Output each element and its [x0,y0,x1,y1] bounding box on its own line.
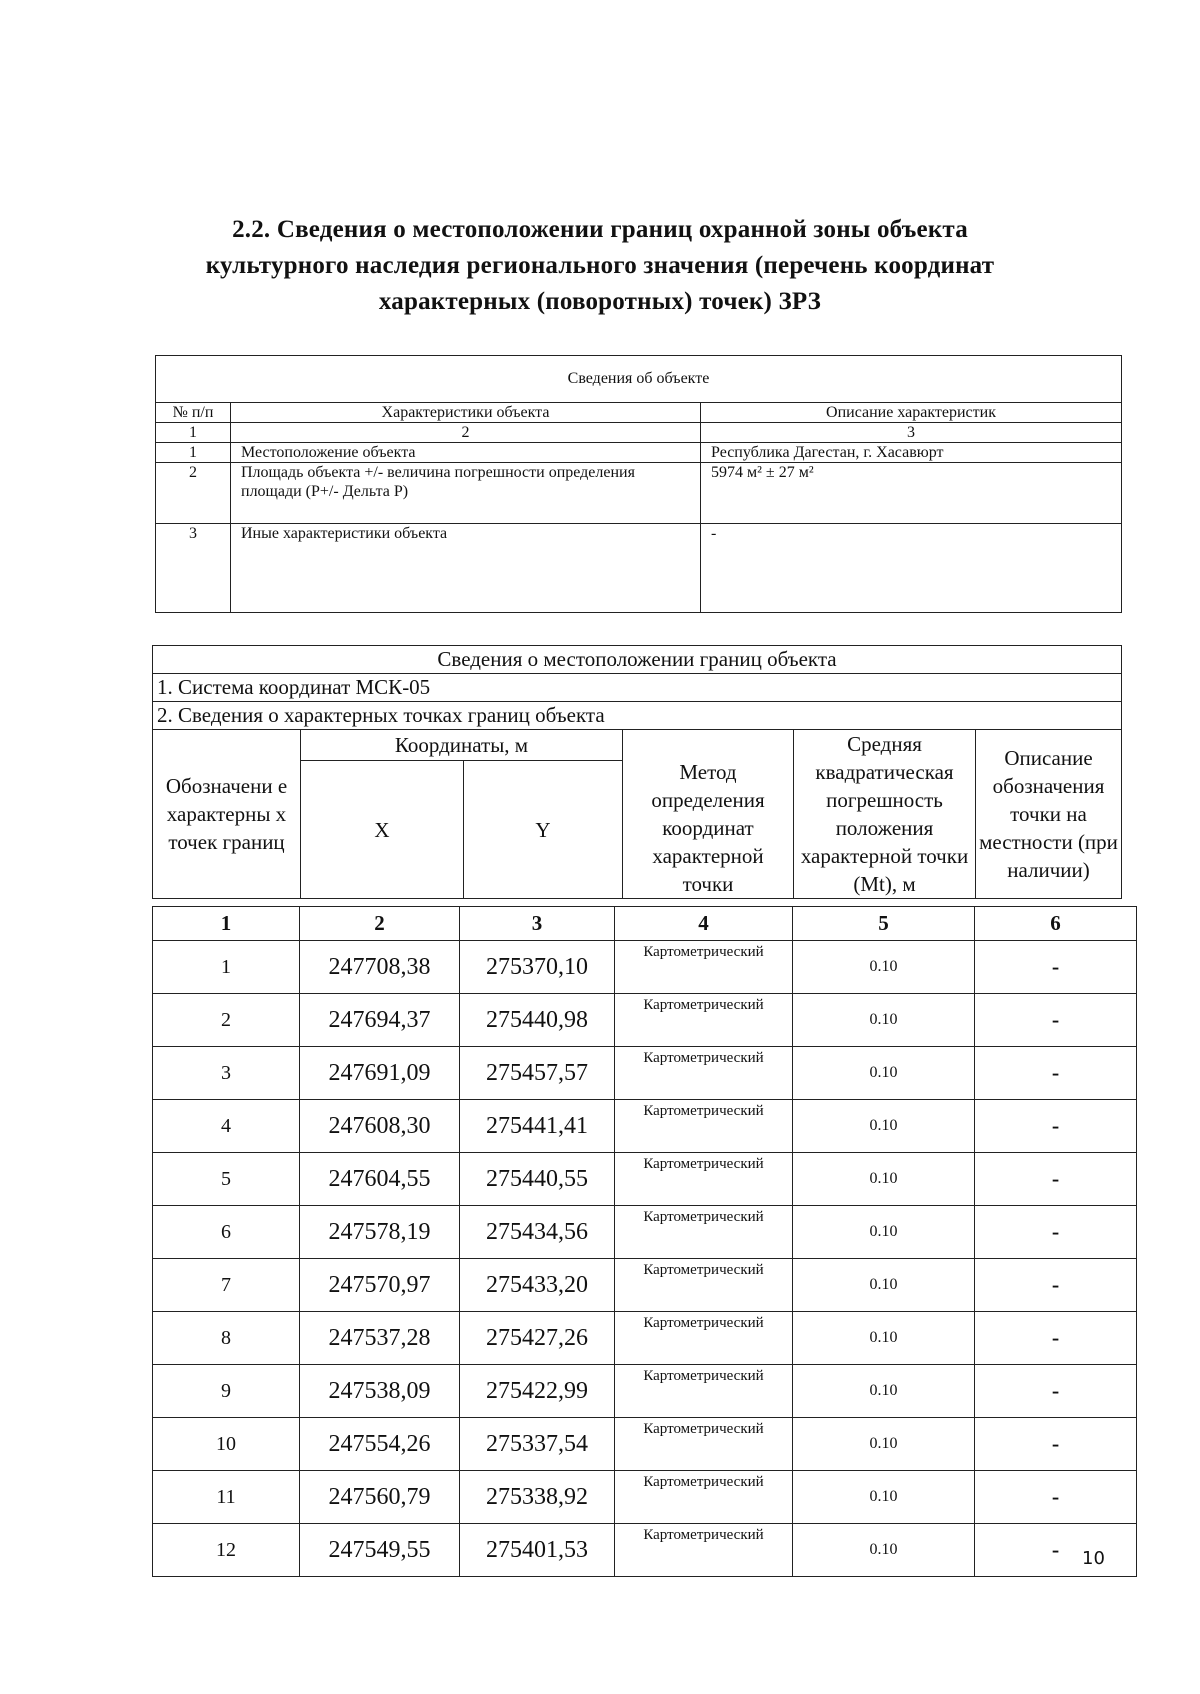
header-designation: Обозначени е характерны х точек границ [153,730,301,899]
col-index: 2 [231,423,701,443]
object-info-heading: Сведения об объекте [156,356,1122,403]
object-info-row [156,443,1122,463]
col-number: 2 [300,907,460,941]
header-method: Метод определения координат характерной точки [623,730,794,899]
method: Картометрический [615,941,793,994]
col-number: 5 [793,907,975,941]
header-error: Средняя квадратическая погрешность положения характерной точки (Mt), м [794,730,976,899]
col-number: 3 [460,907,615,941]
error: 0.10 [793,1365,975,1418]
point-number: 9 [153,1365,300,1418]
row-desc: - [701,524,1122,613]
page-number: 10 [1082,1548,1105,1569]
title-line-1: 2.2. Сведения о местоположении границ охранной зоны объекта [232,216,968,243]
coord-y: 275440,98 [460,994,615,1047]
point-number: 8 [153,1312,300,1365]
table-row [153,994,1137,1047]
method: Картометрический [615,1100,793,1153]
row-num: 1 [156,443,231,463]
method: Картометрический [615,1206,793,1259]
coord-y: 275433,20 [460,1259,615,1312]
points-table [152,906,1137,1577]
point-number: 5 [153,1153,300,1206]
error: 0.10 [793,1524,975,1577]
table-row [153,1047,1137,1100]
table-row [153,1206,1137,1259]
col-index: 3 [701,423,1122,443]
header-y: Y [464,761,623,899]
row-desc: Республика Дагестан, г. Хасавюрт [701,443,1122,463]
coord-y: 275440,55 [460,1153,615,1206]
coord-x: 247554,26 [300,1418,460,1471]
point-number: 6 [153,1206,300,1259]
method: Картометрический [615,994,793,1047]
coord-x: 247549,55 [300,1524,460,1577]
error: 0.10 [793,1153,975,1206]
coord-x: 247560,79 [300,1471,460,1524]
description: - [975,1418,1137,1471]
table-row [153,1418,1137,1471]
method: Картометрический [615,1047,793,1100]
col-desc-header: Описание характеристик [701,403,1122,423]
point-number: 11 [153,1471,300,1524]
point-number: 7 [153,1259,300,1312]
coord-y: 275338,92 [460,1471,615,1524]
table-row [153,941,1137,994]
title-line-2: культурного наследия регионального значения (перечень координат [205,252,995,279]
title-line-3: характерных (поворотных) точек) ЗРЗ [378,288,822,315]
object-info-row [156,463,1122,524]
point-number: 1 [153,941,300,994]
coord-y: 275434,56 [460,1206,615,1259]
coord-x: 247537,28 [300,1312,460,1365]
method: Картометрический [615,1312,793,1365]
point-number: 10 [153,1418,300,1471]
method: Картометрический [615,1524,793,1577]
error: 0.10 [793,1418,975,1471]
method: Картометрический [615,1153,793,1206]
method: Картометрический [615,1365,793,1418]
coord-x: 247578,19 [300,1206,460,1259]
row-desc: 5974 м² ± 27 м² [701,463,1122,524]
object-info-table [155,355,1122,613]
coord-x: 247694,37 [300,994,460,1047]
col-num-header: № п/п [156,403,231,423]
col-index: 1 [156,423,231,443]
document-title [150,212,1050,320]
method: Картометрический [615,1471,793,1524]
error: 0.10 [793,994,975,1047]
method: Картометрический [615,1418,793,1471]
boundaries-heading: Сведения о местоположении границ объекта [153,646,1122,674]
error: 0.10 [793,1259,975,1312]
row-num: 3 [156,524,231,613]
coord-x: 247570,97 [300,1259,460,1312]
description: - [975,1312,1137,1365]
coord-x: 247608,30 [300,1100,460,1153]
description: - [975,1524,1137,1577]
description: - [975,994,1137,1047]
object-info-row [156,524,1122,613]
col-number: 6 [975,907,1137,941]
error: 0.10 [793,1312,975,1365]
coord-y: 275337,54 [460,1418,615,1471]
row-char: Иные характеристики объекта [231,524,701,613]
coord-x: 247604,55 [300,1153,460,1206]
coord-x: 247538,09 [300,1365,460,1418]
coord-y: 275427,26 [460,1312,615,1365]
table-row [153,1259,1137,1312]
error: 0.10 [793,1206,975,1259]
description: - [975,1259,1137,1312]
point-number: 2 [153,994,300,1047]
header-description: Описание обозначения точки на местности (при наличии) [976,730,1122,899]
header-coords: Координаты, м [301,730,623,761]
description: - [975,1100,1137,1153]
table-row [153,1365,1137,1418]
error: 0.10 [793,1471,975,1524]
coordinate-system: 1. Система координат МСК-05 [153,674,1122,702]
error: 0.10 [793,1047,975,1100]
col-char-header: Характеристики объекта [231,403,701,423]
description: - [975,1047,1137,1100]
row-char: Площадь объекта +/- величина погрешности определения площади (P+/- Дельта P) [231,463,701,524]
coord-x: 247691,09 [300,1047,460,1100]
table-row [153,1153,1137,1206]
coord-y: 275441,41 [460,1100,615,1153]
error: 0.10 [793,941,975,994]
description: - [975,1153,1137,1206]
row-char: Местоположение объекта [231,443,701,463]
row-num: 2 [156,463,231,524]
coord-x: 247708,38 [300,941,460,994]
boundary-header-table [152,645,1122,899]
points-heading: 2. Сведения о характерных точках границ объекта [153,702,1122,730]
description: - [975,1365,1137,1418]
table-row [153,1100,1137,1153]
point-number: 3 [153,1047,300,1100]
error: 0.10 [793,1100,975,1153]
point-number: 4 [153,1100,300,1153]
table-row [153,1312,1137,1365]
point-number: 12 [153,1524,300,1577]
coord-y: 275401,53 [460,1524,615,1577]
coord-y: 275457,57 [460,1047,615,1100]
header-x: X [301,761,464,899]
col-number: 1 [153,907,300,941]
table-row [153,1471,1137,1524]
description: - [975,1471,1137,1524]
description: - [975,941,1137,994]
method: Картометрический [615,1259,793,1312]
table-row [153,1524,1137,1577]
col-number: 4 [615,907,793,941]
coord-y: 275422,99 [460,1365,615,1418]
description: - [975,1206,1137,1259]
coord-y: 275370,10 [460,941,615,994]
